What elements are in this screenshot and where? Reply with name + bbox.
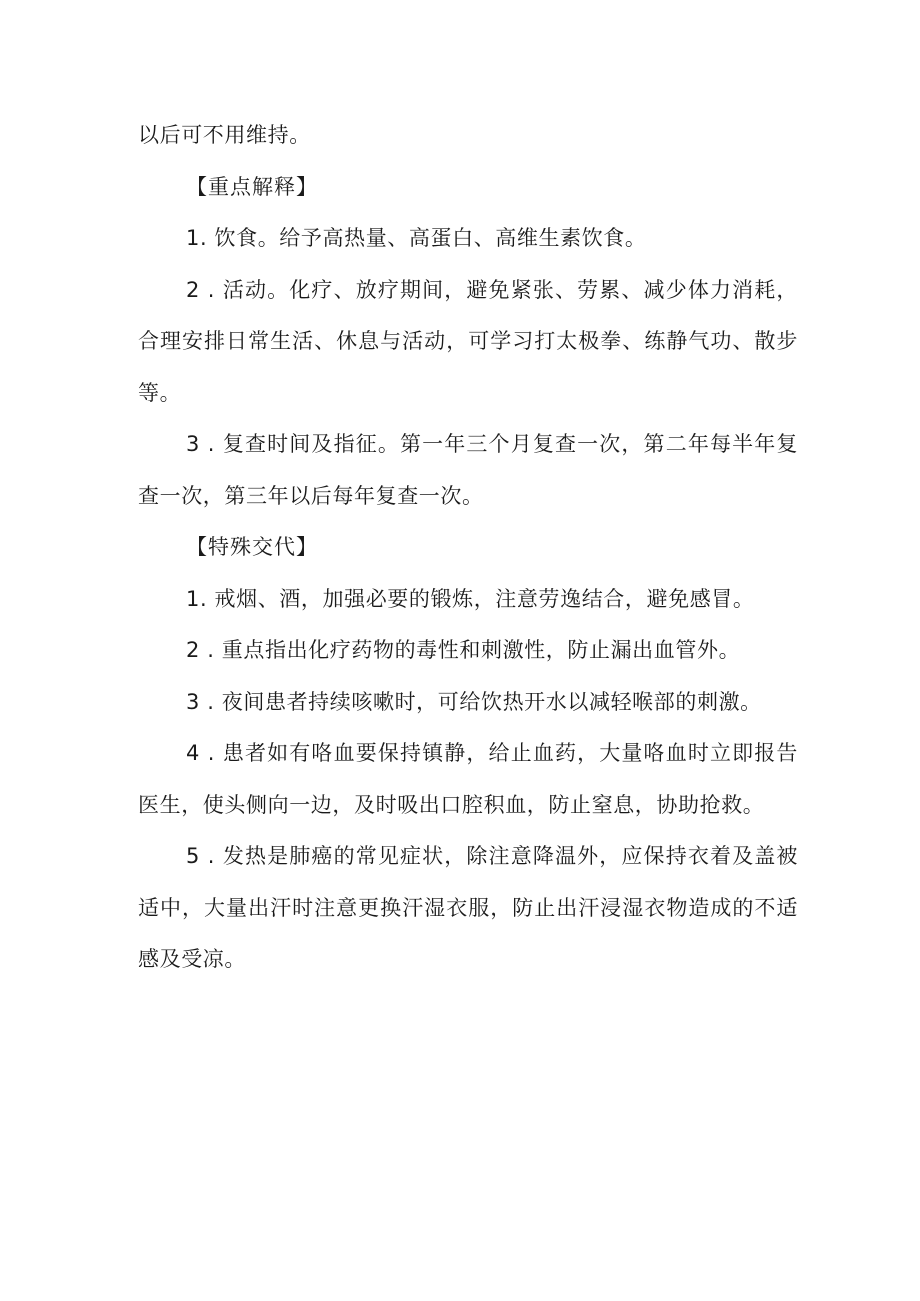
section-heading-key-explanation: 【重点解释】 xyxy=(186,174,318,199)
list-item: 2 . 活动。化疗、放疗期间，避免紧张、劳累、减少体力消耗，合理安排日常生活、休息与活动，可学习打太极拳、练静气功、散步等。 xyxy=(138,277,798,405)
list-item: 3 . 复查时间及指征。第一年三个月复查一次，第二年每半年复查一次，第三年以后每年复查一次。 xyxy=(138,432,798,508)
list-item: 3 . 夜间患者持续咳嗽时，可给饮热开水以减轻喉部的刺激。 xyxy=(186,689,762,714)
list-item: 4 . 患者如有咯血要保持镇静，给止血药，大量咯血时立即报告医生，使头侧向一边，及时吸出口腔积血，防止窒息，协助抢救。 xyxy=(138,741,798,817)
list-item: 1. 饮食。给予高热量、高蛋白、高维生素饮食。 xyxy=(186,226,647,250)
section-heading-special-instructions: 【特殊交代】 xyxy=(186,535,318,559)
list-item: 1. 戒烟、酒，加强必要的锻炼，注意劳逸结合，避免感冒。 xyxy=(186,586,755,611)
continuation-paragraph: 以后可不用维持。 xyxy=(138,123,311,147)
document-body xyxy=(138,110,798,986)
list-item: 5 . 发热是肺癌的常见症状，除注意降温外，应保持衣着及盖被适中，大量出汗时注意更换汗湿衣服，防止出汗浸湿衣物造成的不适感及受凉。 xyxy=(138,844,798,971)
list-item: 2 . 重点指出化疗药物的毒性和刺激性，防止漏出血管外。 xyxy=(186,638,741,662)
